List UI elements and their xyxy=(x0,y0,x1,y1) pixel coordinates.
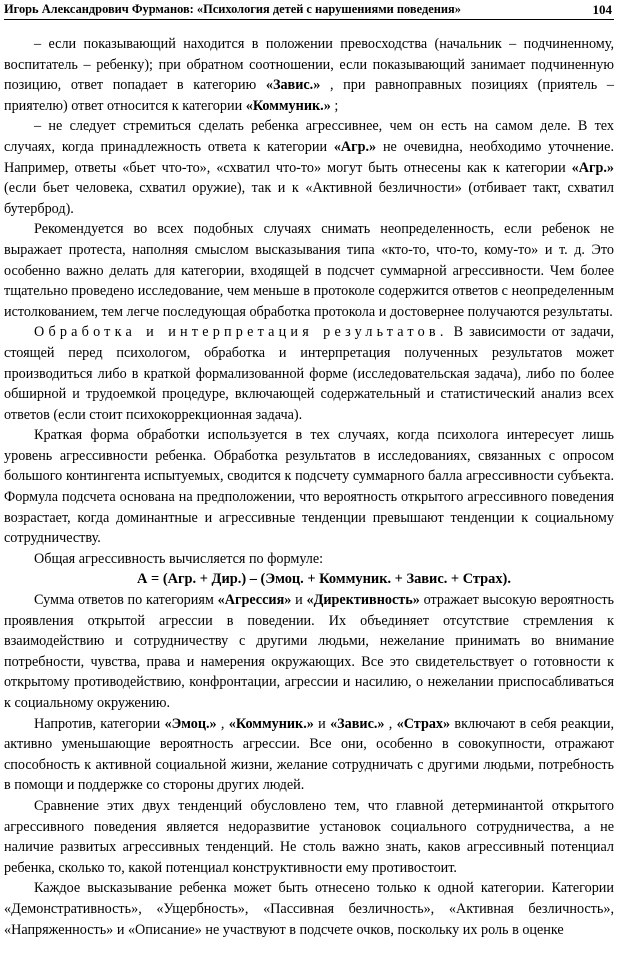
section-heading: Обработка и интерпретация результатов. xyxy=(34,324,448,341)
paragraph-7 xyxy=(4,590,614,714)
category-term: «Завис.» xyxy=(265,77,321,94)
text-run: – не следует стремиться сделать ребенка агрессивнее, чем он есть на самом деле. В тех случаях, когда принадлежность ответа к категории xyxy=(4,118,614,155)
category-term: «Агр.» xyxy=(333,138,377,155)
text-run: включают в себя реакции, активно уменьшающие вероятность агрессии. Все они, особенно в совокупности, отражают способность к активной социальной жизни, желание сотрудничать с другими людьми, потребность в помощи и поддержке со стороны других людей. xyxy=(4,715,615,794)
paragraph-6: Общая агрессивность вычисляется по формуле: xyxy=(34,550,324,567)
text-run: В зависимости от задачи, стоящей перед психологом, обработка и интерпретация полученных результатов может производиться либо в краткой формализованной форме (исследовательская задача), либо по более обширной и трудоемкой процедуре, включающей содержательный и статистический анализ всех ответов (если стоит психокоррекционная задача). xyxy=(4,324,615,423)
category-term: «Коммуник.» xyxy=(228,715,314,732)
text-run: и xyxy=(291,592,307,609)
page-number: 104 xyxy=(592,2,612,17)
paragraph-1 xyxy=(4,34,614,116)
category-term: «Страх» xyxy=(396,715,451,732)
text-run: ; xyxy=(330,97,339,114)
text-run: , при равноправных позициях (приятель – приятелю) ответ относится к категории xyxy=(4,77,614,114)
text-run: – если показывающий находится в положении превосходства (начальник – подчиненному, воспитатель – ребенку); при обратном соотношении, если показывающий занимает подчиненную позицию, ответ попадает в категорию xyxy=(4,36,614,94)
text-run: Сумма ответов по категориям xyxy=(34,592,218,609)
body-text xyxy=(4,34,614,940)
category-term: «Коммуник.» xyxy=(245,97,331,114)
text-run: отражает высокую вероятность проявления открытой агрессии в поведении. Их объединяет отсутствие стремления к взаимодействию и сотрудничеству с другими людьми, нежелание принимать во внимание потребности, чувства, права и намерения окружающих. Все это свидетельствует о готовности к открытому противодействию, конфронтации, агрессии и насилию, о нежелании приспосабливаться к социальному окружению. xyxy=(4,592,614,711)
text-run: Напротив, категории xyxy=(34,715,165,732)
paragraph-5: Краткая форма обработки используется в тех случаях, когда психолога интересует лишь уровень агрессивности ребенка. Обработка результатов в исследованиях, связанных с опросом большого контингента испытуемых, сводится к подсчету суммарного балла агрессивности субъекта. Формула подсчета основана на предположении, что вероятность открытого агрессивного поведения возрастает, когда доминантные и агрессивные тенденции превышают тенденции к социальному сотрудничеству. xyxy=(4,427,614,547)
text-run: , xyxy=(384,715,397,732)
paragraph-4 xyxy=(4,322,614,425)
page-header xyxy=(4,0,614,20)
running-title: Игорь Александрович Фурманов: «Психология детей с нарушениями поведения» xyxy=(4,2,461,16)
paragraph-2 xyxy=(4,116,614,219)
text-run: (если бьет человека, схватил оружие), так и к «Активной безличности» (отбивает такт, схватил бутерброд). xyxy=(4,180,614,217)
category-term: «Завис.» xyxy=(330,715,385,732)
category-term: «Агр.» xyxy=(571,159,614,176)
text-run: , xyxy=(216,715,229,732)
formula: А = (Агр. + Дир.) – (Эмоц. + Коммуник. + Завис. + Страх). xyxy=(137,571,511,588)
category-term: «Директивность» xyxy=(306,592,420,609)
paragraph-3: Рекомендуется во всех подобных случаях снимать неопределенность, если ребенок не выражает протеста, наполняя смыслом высказывания типа «кто-то, что-то, кому-то» и т. д. Это особенно важно делать для категории, входящей в подсчет суммарной агрессивности. Чем более тщательно проведено исследование, чем меньше в протоколе содержится ответов с неопределенным истолкованием, тем легче последующая обработка протокола и достовернее получаются результаты. xyxy=(4,221,614,320)
text-run: и xyxy=(313,715,331,732)
text-run: не очевидна, необходимо уточнение. Например, ответы «бьет что-то», «схватил что-то» могут быть отнесены как к категории xyxy=(4,138,614,176)
paragraph-9: Сравнение этих двух тенденций обусловлено тем, что главной детерминантой открытого агрессивного поведения является недоразвитие установок социального сотрудничества, а не наличие развитых агрессивных тенденций. Не столь важно знать, каков агрессивный потенциал ребенка, сколько то, какой потенциал конструктивности ему противостоит. xyxy=(4,797,614,876)
paragraph-8 xyxy=(4,714,614,796)
category-term: «Агрессия» xyxy=(217,592,292,609)
category-term: «Эмоц.» xyxy=(164,715,217,732)
paragraph-10: Каждое высказывание ребенка может быть отнесено только к одной категории. Категории «Демонстративность», «Ущербность», «Пассивная безличность», «Активная безличность», «Напряженность» и «Описание» не участвуют в подсчете очков, поскольку их роль в оценке xyxy=(4,880,614,938)
